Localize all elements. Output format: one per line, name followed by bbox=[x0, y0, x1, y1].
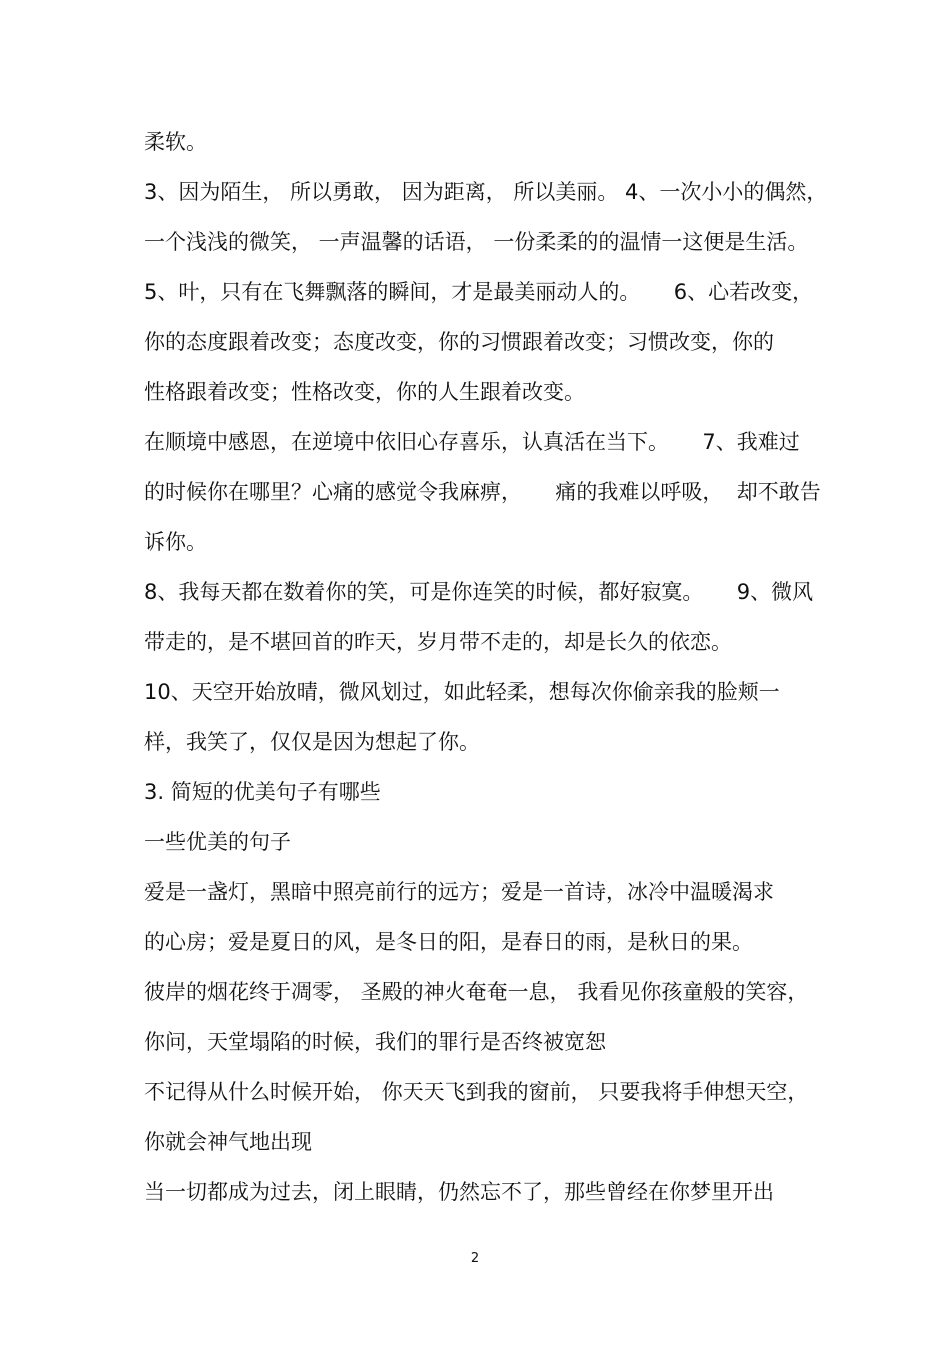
text-line: 带走的，是不堪回首的昨天，岁月带不走的，却是长久的依恋。 bbox=[144, 630, 732, 654]
text-line: 8、我每天都在数着你的笑，可是你连笑的时候，都好寂寞。 9、微风 bbox=[144, 580, 814, 604]
text-line: 性格跟着改变；性格改变，你的人生跟着改变。 bbox=[144, 380, 585, 404]
text-line: 柔软。 bbox=[144, 130, 207, 154]
text-line: 的心房；爱是夏日的风，是冬日的阳，是春日的雨，是秋日的果。 bbox=[144, 930, 753, 954]
text-line: 的时候你在哪里？心痛的感觉令我麻痹， 痛的我难以呼吸， 却不敢告 bbox=[144, 480, 821, 504]
text-line: 在顺境中感恩，在逆境中依旧心存喜乐，认真活在当下。 7、我难过 bbox=[144, 430, 800, 454]
text-line: 样，我笑了，仅仅是因为想起了你。 bbox=[144, 730, 480, 754]
text-line: 10、天空开始放晴，微风划过，如此轻柔，想每次你偷亲我的脸颊一 bbox=[144, 680, 780, 704]
text-line: 爱是一盏灯，黑暗中照亮前行的远方；爱是一首诗，冰冷中温暖渴求 bbox=[144, 880, 774, 904]
text-line: 5、叶，只有在飞舞飘落的瞬间，才是最美丽动人的。 6、心若改变， bbox=[144, 280, 814, 304]
section-heading: 3. 简短的优美句子有哪些 bbox=[144, 780, 381, 804]
text-line: 你问，天堂塌陷的时候，我们的罪行是否终被宽恕 bbox=[144, 1030, 606, 1054]
text-line: 当一切都成为过去，闭上眼睛，仍然忘不了，那些曾经在你梦里开出 bbox=[144, 1180, 774, 1204]
text-line: 你就会神气地出现 bbox=[144, 1130, 312, 1154]
text-line: 一个浅浅的微笑， 一声温馨的话语， 一份柔柔的的温情一这便是生活。 bbox=[144, 230, 809, 254]
text-line: 你的态度跟着改变；态度改变，你的习惯跟着改变；习惯改变，你的 bbox=[144, 330, 774, 354]
text-line: 诉你。 bbox=[144, 530, 207, 554]
text-line: 不记得从什么时候开始， 你天天飞到我的窗前， 只要我将手伸想天空， bbox=[144, 1080, 809, 1104]
text-line: 彼岸的烟花终于凋零， 圣殿的神火奄奄一息， 我看见你孩童般的笑容， bbox=[144, 980, 809, 1004]
page-number: 2 bbox=[470, 1251, 480, 1266]
text-line: 一些优美的句子 bbox=[144, 830, 291, 854]
text-line: 3、因为陌生， 所以勇敢， 因为距离， 所以美丽。 4、一次小小的偶然， bbox=[144, 180, 828, 204]
